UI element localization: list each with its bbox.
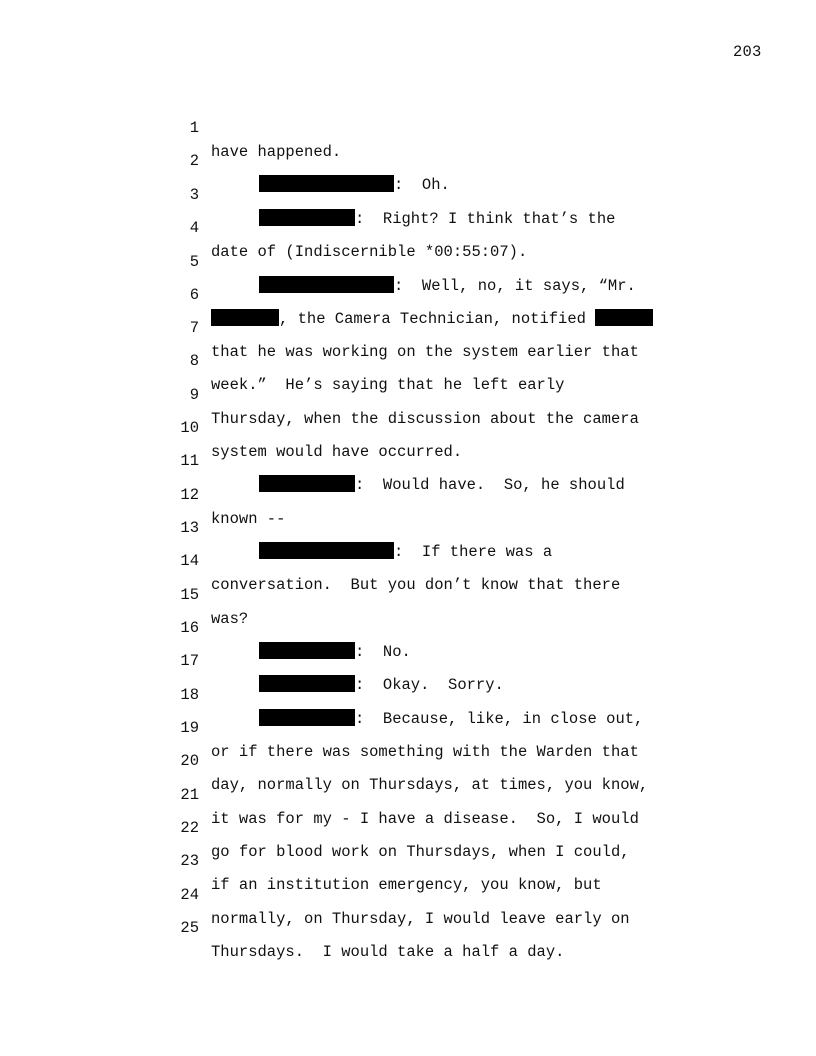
line-text: date of (Indiscernible *00:55:07). — [211, 243, 528, 261]
line-number: 1 — [189, 119, 199, 137]
line-text: : Because, like, in close out, — [355, 710, 644, 728]
line-number: 3 — [189, 186, 199, 204]
line-number: 14 — [180, 552, 199, 570]
line-text: conversation. But you don’t know that there — [211, 576, 621, 594]
line-number: 5 — [189, 253, 199, 271]
line-number: 6 — [189, 286, 199, 304]
line-text: it was for my - I have a disease. So, I would — [211, 810, 639, 828]
line-number: 21 — [180, 786, 199, 804]
line-text: : If there was a — [394, 543, 553, 561]
line-number: 9 — [189, 386, 199, 404]
line-number: 13 — [180, 519, 199, 537]
line-text: : Oh. — [394, 176, 450, 194]
line-number: 10 — [180, 419, 199, 437]
line-number: 2 — [189, 152, 199, 170]
page-number: 203 — [733, 43, 762, 61]
line-text: week.” He’s saying that he left early — [211, 376, 565, 394]
line-number: 20 — [180, 752, 199, 770]
line-number: 11 — [180, 452, 199, 470]
line-text: Thursday, when the discussion about the camera — [211, 410, 639, 428]
line-text: Thursdays. I would take a half a day. — [211, 943, 565, 961]
line-number: 12 — [180, 486, 199, 504]
line-text: have happened. — [211, 143, 342, 161]
line-text: or if there was something with the Warden that — [211, 743, 639, 761]
line-text: : Right? I think that’s the — [355, 210, 616, 228]
line-number: 4 — [189, 219, 199, 237]
line-text: normally, on Thursday, I would leave early on — [211, 910, 630, 928]
line-text: known -- — [211, 510, 286, 528]
line-text: : Okay. Sorry. — [355, 676, 504, 694]
line-number: 16 — [180, 619, 199, 637]
line-text: if an institution emergency, you know, but — [211, 876, 602, 894]
line-number: 7 — [189, 319, 199, 337]
line-text: : Would have. So, he should — [355, 476, 625, 494]
transcript-line — [0, 92, 816, 161]
line-number: 22 — [180, 819, 199, 837]
line-text: was? — [211, 610, 249, 628]
line-text: go for blood work on Thursdays, when I could, — [211, 843, 630, 861]
line-number: 17 — [180, 652, 199, 670]
line-number: 19 — [180, 719, 199, 737]
line-text: , the Camera Technician, notified — [279, 310, 596, 328]
line-text: that he was working on the system earlier that — [211, 343, 639, 361]
line-number: 23 — [180, 852, 199, 870]
line-text: system would have occurred. — [211, 443, 463, 461]
line-number: 15 — [180, 586, 199, 604]
line-text: day, normally on Thursdays, at times, you know, — [211, 776, 649, 794]
line-text: : No. — [355, 643, 411, 661]
line-number: 25 — [180, 919, 199, 937]
line-number: 8 — [189, 352, 199, 370]
line-number: 18 — [180, 686, 199, 704]
line-text: : Well, no, it says, “Mr. — [394, 277, 636, 295]
line-number: 24 — [180, 886, 199, 904]
